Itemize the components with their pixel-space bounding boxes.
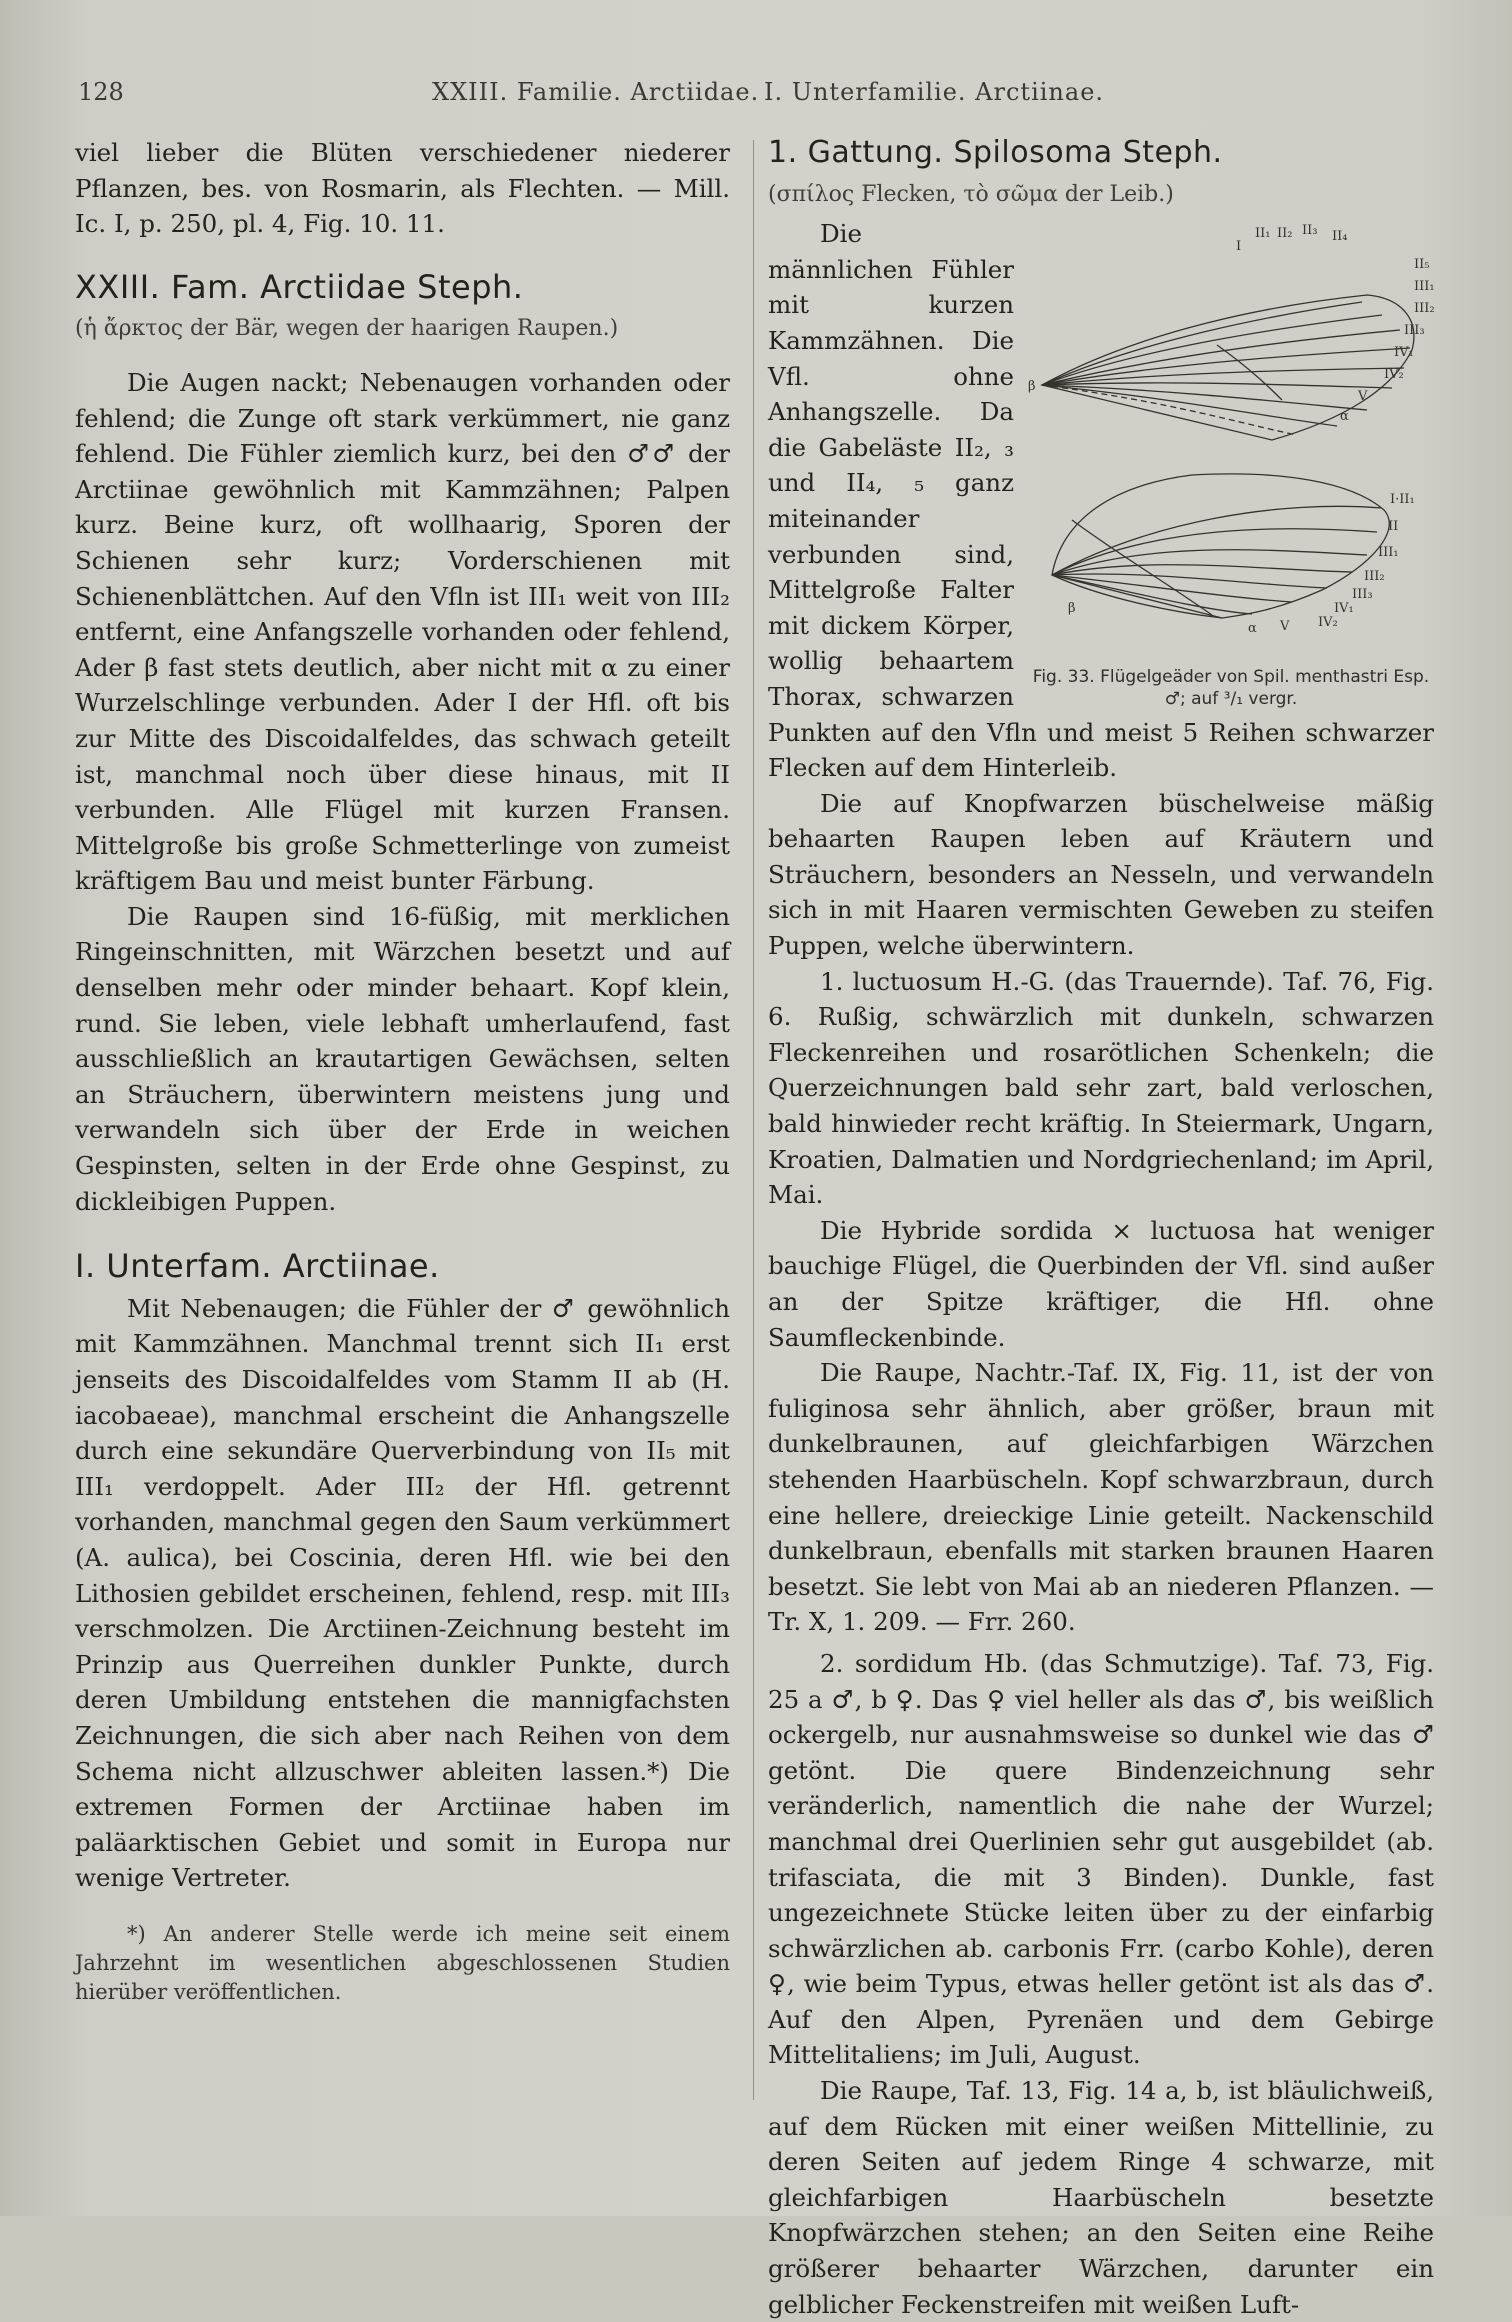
family-etymology: (ἡ ἄρκτος der Bär, wegen der haarigen Raupen.): [75, 316, 619, 342]
fw-label-alpha: α: [1340, 409, 1349, 425]
intro-paragraph: viel lieber die Blüten verschiedener niederer Pflanzen, bes. von Rosmarin, als Flechten. — Mill. Ic. I, p. 250, pl. 4, Fig. 10. 11.: [75, 138, 730, 239]
subfamily-heading: I. Unterfam. Arctiinae.: [75, 1247, 440, 1286]
fw-label-II3: II₃: [1302, 223, 1318, 239]
luctuosum-raupe: Die Raupe, Nachtr.-Taf. IX, Fig. 11, ist der von fuliginosa sehr ähnlich, aber größer, braun mit dunkelbraunen, auf gleichfarbigen Wärzchen stehenden Haarbüscheln. Kopf schwarzbraun, durch eine hellere, dreieckige Linie geteilt. Nackenschild dunkelbraun, ebenfalls mit starken braunen Haaren besetzt. Sie lebt von Mai ab an niederen Pflanzen. — Tr. X, 1. 209. — Frr. 260.: [768, 1358, 1434, 1637]
genus-raupen-paragraph: Die auf Knopfwarzen büschelweise mäßig behaarten Raupen leben auf Kräutern und Sträuchern, besonders an Nesseln, und verwandeln sich in mit Haaren vermischten Geweben zu steifen Puppen, welche überwintern.: [768, 788, 1434, 961]
hw-label-III1: III₁: [1378, 545, 1399, 561]
hw-label-beta: β: [1068, 601, 1076, 617]
footnote: *) An anderer Stelle werde ich meine seit einem Jahrzehnt im wesentlichen abgeschlossenen Studien hierüber veröffentlichen.: [75, 1921, 730, 2004]
subfamily-description: Mit Nebenaugen; die Fühler der ♂ gewöhnlich mit Kammzähnen. Manchmal trennt sich II₁ erst jenseits des Discoidalfeldes vom Stamm II ab (H. iacobaeae), manchmal erscheint die Anhangszelle durch eine sekundäre Querverbindung von II₅ mit III₁ verdoppelt. Ader III₂ der Hfl. getrennt vorhanden, manchmal gegen den Saum verkümmert (A. aulica), bei Coscinia, deren Hfl. wie bei den Lithosien gebildet erscheinen, fehlend, resp. mit III₃ verschmolzen. Die Arctiinen-Zeichnung besteht im Prinzip aus Querreihen dunkler Punkte, durch deren Umbildung entstehen die mannigfachsten Zeichnungen, die sich aber nach Reihen von dem Schema nicht allzuschwer ableiten lassen.*) Die extremen Formen der Arctiinae haben im paläarktischen Gebiet und somit in Europa nur wenige Vertreter.: [75, 1293, 730, 1893]
wing-venation-diagram: [1022, 220, 1440, 710]
hw-label-IV1: IV₁: [1334, 601, 1354, 617]
fw-label-III3: III₃: [1404, 323, 1425, 339]
fw-label-III2: III₂: [1414, 301, 1435, 317]
hw-label-II: II: [1388, 519, 1399, 535]
fw-label-II1: II₁: [1255, 226, 1271, 242]
fw-label-IV1: IV₁: [1394, 345, 1414, 361]
running-head-subfamily: I. Unterfamilie. Arctiinae.: [764, 78, 1105, 106]
hw-label-I-II1: I·II₁: [1390, 492, 1415, 508]
column-divider: [753, 140, 754, 2100]
hw-label-III3: III₃: [1352, 587, 1373, 603]
running-head-family: XXIII. Familie. Arctiidae.: [432, 78, 760, 106]
species-sordidum: 2. sordidum Hb. (das Schmutzige). Taf. 73, Fig. 25 a ♂, b ♀. Das ♀ viel heller als das ♂, bis weißlich ockergelb, nur ausnahmsweise so dunkel wie das ♂ getönt. Die quere Bindenzeichnung sehr veränderlich, namentlich die nahe der Wurzel; manchmal drei Querlinien sehr gut ausgebildet (ab. trifasciata, die mit 3 Binden). Dunkle, fast ungezeichnete Stücke leiten über zu der einfarbig schwärzlichen ab. carbonis Frr. (carbo Kohle), deren ♀, wie beim Typus, etwas heller getönt ist als das ♂. Auf den Alpen, Pyrenäen und dem Gebirge Mittelitaliens; im Juli, August.: [768, 1648, 1434, 2070]
fw-label-V: V: [1358, 389, 1368, 405]
fw-label-I: I: [1236, 239, 1242, 255]
sordidum-raupe: Die Raupe, Taf. 13, Fig. 14 a, b, ist bläulichweiß, auf dem Rücken mit einer weißen Mittellinie, zu deren Seiten auf jedem Ringe 4 schwarze, mit gleichfarbigen Haarbüscheln besetzte Knopfwärzchen stehen; an den Seiten eine Reihe größerer behaarter Wärzchen, darunter ein gelblicher Feckenstreifen mit weißen Luft-: [768, 2076, 1434, 2319]
fw-label-IV2: IV₂: [1384, 367, 1404, 383]
hw-label-III2: III₂: [1364, 569, 1385, 585]
page-number: 128: [78, 78, 124, 106]
left-column: [75, 135, 730, 2007]
genus-heading: 1. Gattung. Spilosoma Steph.: [768, 135, 1223, 170]
figure-caption: Fig. 33. Flügelgeäder von Spil. menthastri Esp. ♂; auf ³/₁ vergr.: [1032, 667, 1430, 710]
genus-description: Die männlichen Fühler mit kurzen Kammzähnen. Die Vfl. ohne Anhangszelle. Da die Gabeläste II₂, ₃ und II₄, ₅ ganz miteinander verbunden sind, Mittelgroße Falter mit dickem Körper, wollig behaartem Thorax, schwarzen Punkten auf den Vfln und meist 5 Reihen schwarzer Flecken auf dem Hinterleib.: [768, 219, 1434, 783]
wing-venation-figure: [1022, 220, 1440, 710]
hw-label-IV2: IV₂: [1318, 615, 1338, 631]
hw-label-V: V: [1280, 619, 1290, 635]
fw-label-beta: β: [1028, 379, 1036, 395]
fw-label-II4: II₄: [1332, 229, 1348, 245]
right-column: [768, 135, 1434, 2322]
fw-label-II5: II₅: [1414, 257, 1430, 273]
family-description: Die Augen nackt; Nebenaugen vorhanden oder fehlend; die Zunge oft stark verkümmert, nie ganz fehlend. Die Fühler ziemlich kurz, bei den ♂♂ der Arctiinae gewöhnlich mit Kammzähnen; Palpen kurz. Beine kurz, oft wollhaarig, Sporen der Schienen sehr kurz; Vorderschienen mit Schienenblättchen. Auf den Vfln ist III₁ weit von III₂ entfernt, eine Anfangszelle vorhanden oder fehlend, Ader β fast stets deutlich, aber nicht mit α zu einer Wurzelschlinge verbunden. Ader I der Hfl. oft bis zur Mitte des Discoidalfeldes, das schwach geteilt ist, manchmal noch über diese hinaus, mit II verbunden. Alle Flügel mit kurzen Fransen. Mittelgroße bis große Schmetterlinge von zumeist kräftigem Bau und meist bunter Färbung.: [75, 367, 730, 896]
raupen-paragraph: Die Raupen sind 16-füßig, mit merklichen Ringeinschnitten, mit Wärzchen besetzt und auf denselben mehr oder minder behaart. Kopf klein, rund. Sie leben, viele lebhaft umherlaufend, fast ausschließlich an krautartigen Gewächsen, selten an Sträuchern, überwintern meistens jung und verwandeln sich über der Erde in weichen Gespinsten, selten in der Erde ohne Gespinst, zu dickleibigen Puppen.: [75, 901, 730, 1216]
genus-etymology: (σπίλος Flecken, τὸ σῶμα der Leib.): [768, 181, 1174, 207]
fw-label-III1: III₁: [1414, 279, 1435, 295]
hybrid-paragraph: Die Hybride sordida × luctuosa hat weniger bauchige Flügel, die Querbinden der Vfl. sind außer an der Spitze kräftiger, die Hfl. ohne Saumfleckenbinde.: [768, 1215, 1434, 1352]
hw-label-alpha: α: [1248, 621, 1257, 637]
species-luctuosum: 1. luctuosum H.-G. (das Trauernde). Taf. 76, Fig. 6. Rußig, schwärzlich mit dunkeln, schwarzen Fleckenreihen und rosarötlichen Schenkeln; die Querzeichnungen bald sehr zart, bald verloschen, bald hinwieder recht kräftig. In Steiermark, Ungarn, Kroatien, Dalmatien und Nordgriechenland; im April, Mai.: [768, 966, 1434, 1210]
fw-label-II2: II₂: [1277, 226, 1293, 242]
family-heading: XXIII. Fam. Arctiidae Steph.: [75, 267, 524, 306]
